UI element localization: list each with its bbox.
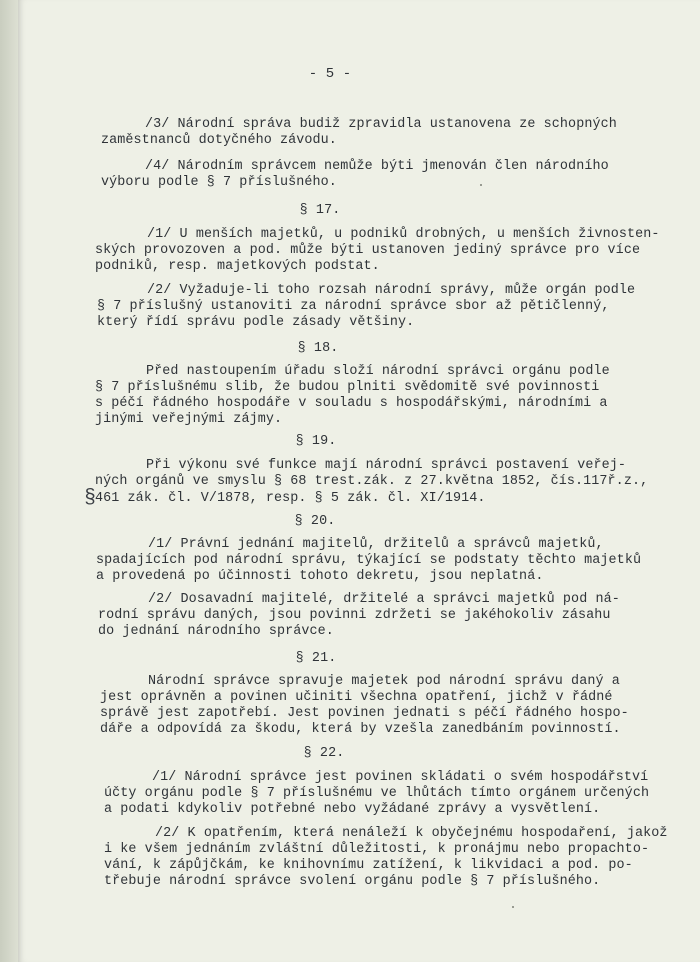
section-heading: § 19. [295,434,337,449]
text-line: účty orgánu podle § 7 příslušnému ve lhůtách tímto orgánem určených [104,786,650,801]
text-line: /2/ Vyžaduje-li toho rozsah národní správy, může orgán podle [147,283,636,298]
text-line: a provedená po účinnosti tohoto dekretu, jsou neplatná. [96,569,544,584]
text-line: který řídí správu podle zásady většiny. [97,315,415,330]
text-line: Před nastoupením úřadu složí národní správci orgánu podle [146,364,610,379]
text-line: a podati kdykoliv potřebné nebo vyžádané zprávy a vysvětlení. [104,802,601,817]
text-line: Při výkonu své funkce mají národní správci postavení veřej- [146,458,627,473]
text-line: /2/ Dosavadní majitelé, držitelé a správci majetků pod ná- [148,592,620,607]
text-line: /2/ K opatřením, která nenáleží k obyčejnému hospodaření, jakož [155,826,668,841]
section-heading: § 17. [299,203,341,218]
text-line: ských provozoven a pod. může býti ustanoven jediný správce pro více [95,243,641,258]
paper-speck [512,906,514,908]
text-line: podniků, resp. majetkových podstat. [95,259,380,274]
page-number: - 5 - [308,66,352,82]
text-line: /1/ U menších majetků, u podniků drobných, u menších živnosten- [147,227,660,242]
text-line: Národní správce spravuje majetek pod národní správu daný a [148,674,620,689]
section-heading: § 18. [297,341,339,356]
text-line: § 7 příslušnému slib, že budou plniti svědomitě své povinnosti [95,380,600,395]
text-line: ných orgánů ve smyslu § 68 trest.zák. z 27.května 1852, čís.117ř.z., [95,474,649,489]
text-line: rodní správu daných, jsou povinni zdržeti se jakéhokoliv zásahu [98,608,611,623]
text-line: třebuje národní správce svolení orgánu podle § 7 příslušného. [104,874,601,889]
text-line: /4/ Národním správcem nemůže býti jmenován člen národního [145,159,609,174]
handwritten-margin-mark: § [84,487,97,510]
text-line: s péčí řádného hospodáře v souladu s hospodářskými, národními a [95,396,608,411]
text-line: zaměstnanců dotyčného závodu. [101,133,337,148]
section-heading: § 22. [303,746,345,761]
section-heading: § 20. [294,514,336,529]
text-line: do jednání národního správce. [98,624,334,639]
page-binding-edge [0,0,18,962]
text-line: jinými veřejnými zájmy. [95,412,283,427]
text-line: výboru podle § 7 příslušného. [101,175,337,190]
text-line: /1/ Právní jednání majitelů, držitelů a správců majetků, [148,537,604,552]
text-line: /1/ Národní správce jest povinen skládati o svém hospodářství [152,770,649,785]
text-line: správě jest zapotřebí. Jest povinen jednati s péčí řádného hospo- [100,706,629,721]
paper-speck [480,184,482,186]
text-line: dáře a odpovídá za škodu, která by vzešla zanedbáním povinností. [100,722,621,737]
text-line: 461 zák. čl. V/1878, resp. § 5 zák. čl. XI/1914. [95,491,486,506]
section-heading: § 21. [295,651,337,666]
text-line: vání, k zápůjčkám, ke knihovnímu zatížení, k likvidaci a pod. po- [104,858,633,873]
text-line: jest oprávněn a povinen učiniti všechna opatření, jichž v řádné [100,690,613,705]
text-line: spadajících pod národní správu, týkající se podstaty těchto majetků [96,553,642,568]
text-line: § 7 příslušný ustanoviti za národní správce sbor až pětičlenný, [97,299,610,314]
text-line: /3/ Národní správa budiž zpravidla ustanovena ze schopných [145,117,617,132]
text-line: i ke všem jednáním zvláštní důležitosti, k pronájmu nebo propachto- [104,842,650,857]
